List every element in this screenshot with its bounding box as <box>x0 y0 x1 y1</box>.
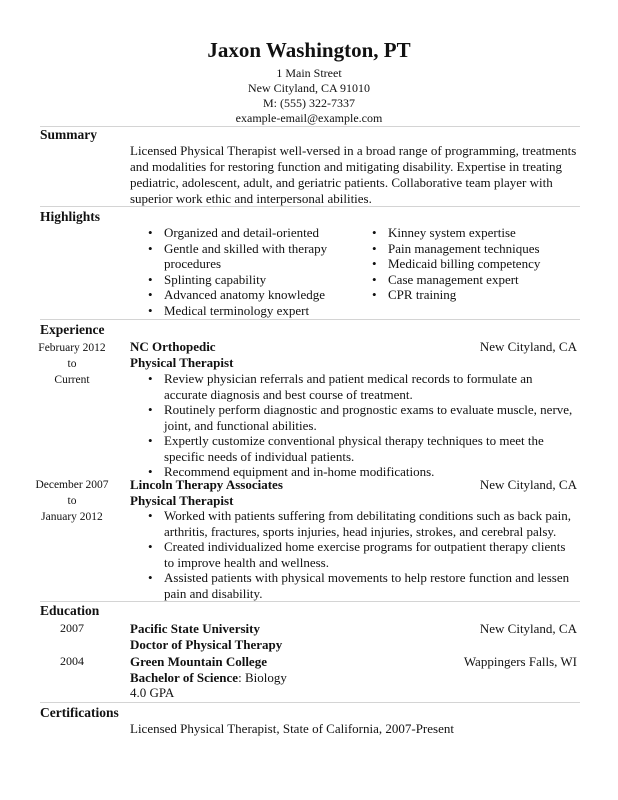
job-duty: • Assisted patients with physical movements to help restore function and lessen pain and disability. <box>146 570 574 601</box>
highlights-right-list <box>370 225 590 303</box>
job-title: Physical Therapist <box>130 493 234 508</box>
job-date-from: February 2012 <box>38 342 106 354</box>
education-school: Pacific State University <box>130 621 260 636</box>
job-date-to: January 2012 <box>41 511 103 523</box>
education-gpa: 4.0 GPA <box>130 685 175 700</box>
contact-street: 1 Main Street <box>276 66 342 80</box>
job-duty: • Expertly customize conventional physical therapy techniques to meet the specific needs of individual patients. <box>146 433 574 464</box>
highlight-item: • Medicaid billing competency <box>370 256 590 272</box>
section-divider <box>40 126 580 127</box>
job-date-to-word: to <box>67 495 77 507</box>
contact-phone: M: (555) 322-7337 <box>263 96 355 110</box>
education-degree-field: : Biology <box>238 670 287 685</box>
job-duty: • Created individualized home exercise programs for outpatient therapy clients to improve health and wellness. <box>146 539 574 570</box>
job-duty: • Review physician referrals and patient medical records to formulate an accurate diagnosis and best course of treatment. <box>146 371 574 402</box>
job-date-to-word: to <box>67 358 77 370</box>
section-divider <box>40 206 580 207</box>
candidate-name: Jaxon Washington, PT <box>207 38 411 62</box>
highlight-item: • Pain management techniques <box>370 241 590 257</box>
highlight-item: • Organized and detail-oriented <box>146 225 346 241</box>
summary-text: Licensed Physical Therapist well-versed in a broad range of programming, treatments and modalities for restoring function and mitigating disability. Expertise in treating pediatric, adolescent, adult, and geriatric patients. Collaborative team player with superior work ethic and interpersonal abilities. <box>130 143 577 206</box>
job-duty: • Worked with patients suffering from debilitating conditions such as back pain, arthritis, fractures, sports injuries, head injuries, strokes, and cerebral palsy. <box>146 508 574 539</box>
job-dates <box>22 477 122 525</box>
job-location: New Cityland, CA <box>479 477 577 492</box>
education-heading: Education <box>40 603 100 618</box>
highlight-item: • Splinting capability <box>146 272 346 288</box>
contact-email: example-email@example.com <box>235 111 383 125</box>
highlight-item: • CPR training <box>370 287 590 303</box>
education-school: Green Mountain College <box>130 654 267 669</box>
experience-heading: Experience <box>40 322 105 337</box>
highlight-item: • Kinney system expertise <box>370 225 590 241</box>
highlight-item: • Advanced anatomy knowledge <box>146 287 346 303</box>
job-dates <box>22 340 122 388</box>
job-duty: • Routinely perform diagnostic and prognostic exams to evaluate muscle, nerve, joint, and functional abilities. <box>146 402 574 433</box>
contact-city: New Cityland, CA 91010 <box>248 81 370 95</box>
highlight-item: • Gentle and skilled with therapy procedures <box>146 241 336 272</box>
certification-item: Licensed Physical Therapist, State of California, 2007-Present <box>130 721 454 736</box>
section-divider <box>40 601 580 602</box>
certifications-heading: Certifications <box>40 705 119 720</box>
education-year: 2007 <box>60 621 84 635</box>
job-date-from: December 2007 <box>35 479 109 491</box>
job-employer: NC Orthopedic <box>130 339 216 354</box>
job-location: New Cityland, CA <box>479 339 577 354</box>
section-divider <box>40 702 580 703</box>
summary-heading: Summary <box>40 127 97 142</box>
highlights-heading: Highlights <box>40 209 101 224</box>
education-location: Wappingers Falls, WI <box>463 654 577 669</box>
education-degree: Doctor of Physical Therapy <box>130 637 283 652</box>
highlights-left-list <box>146 225 346 318</box>
highlight-item: • Case management expert <box>370 272 590 288</box>
job-date-to: Current <box>54 374 90 386</box>
section-divider <box>40 319 580 320</box>
job-duty: • Recommend equipment and in-home modifications. <box>146 464 574 480</box>
job-employer: Lincoln Therapy Associates <box>130 477 283 492</box>
job-duties-list <box>146 371 574 480</box>
education-degree-line <box>130 670 287 686</box>
education-location: New Cityland, CA <box>479 621 577 636</box>
job-title: Physical Therapist <box>130 355 234 370</box>
education-year: 2004 <box>60 654 84 668</box>
education-degree: Bachelor of Science <box>130 670 239 685</box>
highlight-item: • Medical terminology expert <box>146 303 346 319</box>
job-duties-list <box>146 508 574 601</box>
